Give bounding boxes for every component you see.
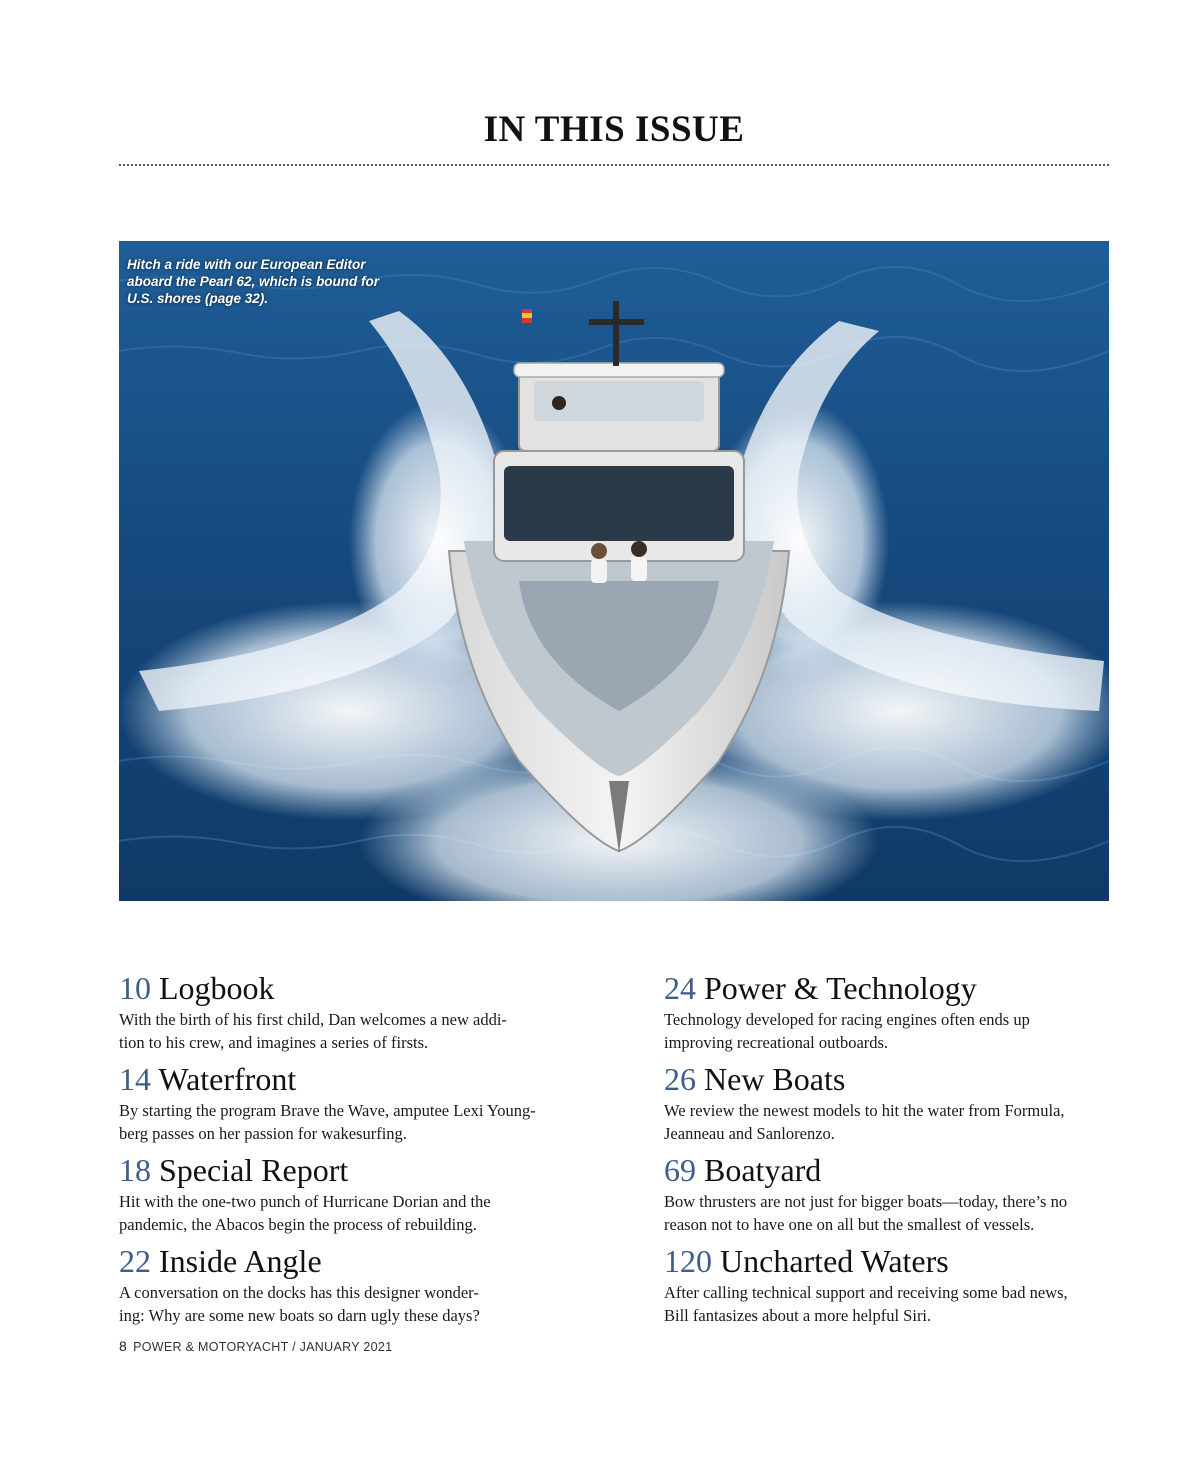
toc-page-number: 69 (664, 1152, 696, 1188)
toc-page-number: 10 (119, 970, 151, 1006)
toc-section-title: Special Report (159, 1152, 349, 1188)
toc-description (664, 1281, 1114, 1327)
toc-description-line: berg passes on her passion for wakesurfing. (119, 1124, 407, 1143)
toc-page-number: 14 (119, 1061, 151, 1097)
toc-section-title: Power & Technology (704, 970, 977, 1006)
toc-right-column (664, 968, 1114, 1332)
toc-section-title: Waterfront (158, 1061, 297, 1097)
toc-heading (664, 1150, 1114, 1190)
photo-caption: Hitch a ride with our European Editor aboard the Pearl 62, which is bound for U.S. shores (page 32). (127, 257, 380, 306)
toc-heading (664, 1241, 1114, 1281)
toc-heading (664, 1059, 1114, 1099)
toc-section-title: Boatyard (704, 1152, 822, 1188)
toc-description-line: Bill fantasizes about a more helpful Siri. (664, 1306, 932, 1325)
toc-description-line: A conversation on the docks has this designer wonder- (119, 1283, 479, 1302)
toc-description (664, 1099, 1114, 1145)
toc-description (664, 1190, 1114, 1236)
footer-separator: / (292, 1340, 296, 1354)
toc-description-line: tion to his crew, and imagines a series of firsts. (119, 1033, 429, 1052)
toc-section-title: New Boats (704, 1061, 846, 1097)
toc-description-line: We review the newest models to hit the water from Formula, (664, 1101, 1065, 1120)
toc-item[interactable] (119, 968, 589, 1059)
toc-section-title: Uncharted Waters (720, 1243, 949, 1279)
toc-description-line: With the birth of his first child, Dan welcomes a new addi- (119, 1010, 507, 1029)
folio-page-number: 8 (119, 1338, 128, 1354)
publication-name: POWER & MOTORYACHT (133, 1340, 289, 1354)
toc-description (119, 1008, 589, 1054)
toc-description-line: reason not to have one on all but the smallest of vessels. (664, 1215, 1035, 1234)
toc-page-number: 18 (119, 1152, 151, 1188)
issue-date: JANUARY 2021 (299, 1340, 393, 1354)
page-footer (119, 1338, 392, 1354)
toc-description (119, 1099, 589, 1145)
toc-item[interactable] (664, 968, 1114, 1059)
toc-page-number: 24 (664, 970, 696, 1006)
toc-item[interactable] (119, 1150, 589, 1241)
toc-page-number: 120 (664, 1243, 712, 1279)
toc-left-column (119, 968, 589, 1332)
title-divider (119, 164, 1109, 166)
toc-description-line: By starting the program Brave the Wave, amputee Lexi Young- (119, 1101, 536, 1120)
toc-description-line: Technology developed for racing engines often ends up (664, 1010, 1030, 1029)
toc-item[interactable] (664, 1150, 1114, 1241)
toc-page-number: 22 (119, 1243, 151, 1279)
toc-item[interactable] (664, 1241, 1114, 1332)
yacht-illustration (119, 241, 1109, 901)
toc-description-line: After calling technical support and receiving some bad news, (664, 1283, 1068, 1302)
toc-heading (119, 1150, 589, 1190)
toc-heading (119, 1241, 589, 1281)
toc-heading (664, 968, 1114, 1008)
toc-description-line: ing: Why are some new boats so darn ugly these days? (119, 1306, 480, 1325)
toc-description-line: Bow thrusters are not just for bigger boats—today, there’s no (664, 1192, 1068, 1211)
toc-description (119, 1190, 589, 1236)
toc-description-line: Hit with the one-two punch of Hurricane Dorian and the (119, 1192, 491, 1211)
page-title: IN THIS ISSUE (483, 109, 745, 150)
toc-description-line: pandemic, the Abacos begin the process of rebuilding. (119, 1215, 477, 1234)
toc-heading (119, 1059, 589, 1099)
toc-item[interactable] (119, 1241, 589, 1332)
toc-item[interactable] (119, 1059, 589, 1150)
toc-description (664, 1008, 1114, 1054)
toc-description-line: Jeanneau and Sanlorenzo. (664, 1124, 835, 1143)
toc-section-title: Inside Angle (159, 1243, 322, 1279)
toc-heading (119, 968, 589, 1008)
toc-section-title: Logbook (159, 970, 275, 1006)
toc-item[interactable] (664, 1059, 1114, 1150)
feature-photo (119, 241, 1109, 901)
toc-description (119, 1281, 589, 1327)
toc-page-number: 26 (664, 1061, 696, 1097)
toc-description-line: improving recreational outboards. (664, 1033, 889, 1052)
